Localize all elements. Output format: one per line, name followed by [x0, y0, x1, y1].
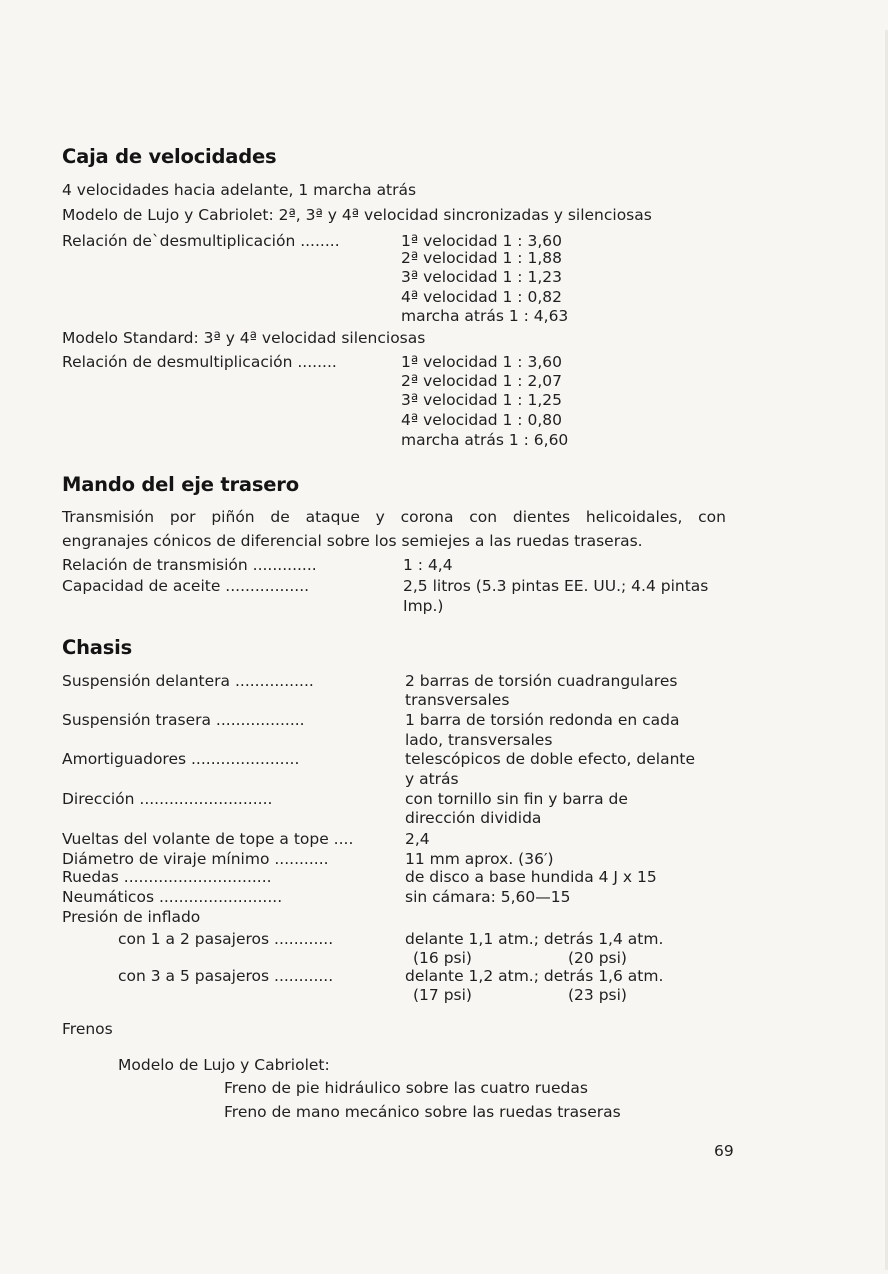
section-heading-caja: Caja de velocidades: [62, 145, 277, 168]
chasis-neum-label: Neumáticos .........................: [62, 888, 283, 906]
page-number: 69: [714, 1142, 734, 1160]
chasis-p35-label: con 3 a 5 pasajeros ............: [118, 967, 334, 985]
caja-intro-1: 4 velocidades hacia adelante, 1 marcha atrás: [62, 181, 417, 199]
chasis-amort-label: Amortiguadores ......................: [62, 750, 300, 768]
chasis-ruedas-value: de disco a base hundida 4 J x 15: [405, 868, 657, 886]
caja-rel1-item: 1ª velocidad 1 : 3,60: [401, 232, 562, 250]
chasis-p35-psi-rear: (23 psi): [568, 986, 627, 1004]
chasis-susp-del-label: Suspensión delantera ................: [62, 672, 314, 690]
chasis-vueltas-value: 2,4: [405, 830, 430, 848]
chasis-vueltas-label: Vueltas del volante de tope a tope ....: [62, 830, 354, 848]
mando-aceite-value-cont: Imp.): [403, 597, 444, 615]
caja-rel2-item: 3ª velocidad 1 : 1,25: [401, 391, 562, 409]
chasis-susp-del-value-cont: transversales: [405, 691, 510, 709]
caja-rel1-item: marcha atrás 1 : 4,63: [401, 307, 569, 325]
chasis-ruedas-label: Ruedas ..............................: [62, 868, 272, 886]
chasis-p35-psi-front: (17 psi): [413, 986, 472, 1004]
caja-rel2-item: 2ª velocidad 1 : 2,07: [401, 372, 562, 390]
mando-aceite-label: Capacidad de aceite .................: [62, 577, 310, 595]
chasis-p35-value: delante 1,2 atm.; detrás 1,6 atm.: [405, 967, 664, 985]
caja-rel1-item: 3ª velocidad 1 : 1,23: [401, 268, 562, 286]
chasis-susp-tras-label: Suspensión trasera ..................: [62, 711, 305, 729]
chasis-p12-psi-rear: (20 psi): [568, 949, 627, 967]
caja-rel1-item: 2ª velocidad 1 : 1,88: [401, 249, 562, 267]
caja-standard: Modelo Standard: 3ª y 4ª velocidad silenciosas: [62, 329, 426, 347]
chasis-p12-value: delante 1,1 atm.; detrás 1,4 atm.: [405, 930, 664, 948]
caja-rel2-item: 4ª velocidad 1 : 0,80: [401, 411, 562, 429]
caja-rel2-item: marcha atrás 1 : 6,60: [401, 431, 569, 449]
chasis-dir-value-cont: dirección dividida: [405, 809, 542, 827]
mando-desc-2: engranajes cónicos de diferencial sobre los semiejes a las ruedas traseras.: [62, 532, 643, 550]
frenos-modelo: Modelo de Lujo y Cabriolet:: [118, 1056, 330, 1074]
frenos-mano: Freno de mano mecánico sobre las ruedas traseras: [224, 1103, 621, 1121]
chasis-susp-tras-value: 1 barra de torsión redonda en cada: [405, 711, 680, 729]
frenos-pie: Freno de pie hidráulico sobre las cuatro ruedas: [224, 1079, 588, 1097]
caja-rel1-item: 4ª velocidad 1 : 0,82: [401, 288, 562, 306]
mando-aceite-value: 2,5 litros (5.3 pintas EE. UU.; 4.4 pintas: [403, 577, 709, 595]
chasis-amort-value-cont: y atrás: [405, 770, 459, 788]
section-heading-mando: Mando del eje trasero: [62, 473, 299, 496]
chasis-presion-label: Presión de inflado: [62, 908, 201, 926]
caja-rel2-label: Relación de desmultiplicación ........: [62, 353, 337, 371]
section-heading-chasis: Chasis: [62, 636, 133, 659]
mando-trans-value: 1 : 4,4: [403, 556, 453, 574]
chasis-p12-label: con 1 a 2 pasajeros ............: [118, 930, 334, 948]
chasis-susp-tras-value-cont: lado, transversales: [405, 731, 553, 749]
caja-intro-2: Modelo de Lujo y Cabriolet: 2ª, 3ª y 4ª velocidad sincronizadas y silenciosas: [62, 206, 652, 224]
chasis-susp-del-value: 2 barras de torsión cuadrangulares: [405, 672, 678, 690]
chasis-dir-label: Dirección ...........................: [62, 790, 273, 808]
chasis-diametro-label: Diámetro de viraje mínimo ...........: [62, 850, 329, 868]
caja-rel1-label: Relación de`desmultiplicación ........: [62, 232, 340, 250]
caja-rel2-item: 1ª velocidad 1 : 3,60: [401, 353, 562, 371]
chasis-neum-value: sin cámara: 5,60—15: [405, 888, 571, 906]
chasis-amort-value: telescópicos de doble efecto, delante: [405, 750, 696, 768]
chasis-diametro-value: 11 mm aprox. (36′): [405, 850, 554, 868]
mando-desc-1: Transmisión por piñón de ataque y corona con dientes helicoidales, con: [62, 508, 726, 526]
chasis-p12-psi-front: (16 psi): [413, 949, 472, 967]
frenos-title: Frenos: [62, 1020, 113, 1038]
mando-trans-label: Relación de transmisión .............: [62, 556, 317, 574]
chasis-dir-value: con tornillo sin fin y barra de: [405, 790, 628, 808]
